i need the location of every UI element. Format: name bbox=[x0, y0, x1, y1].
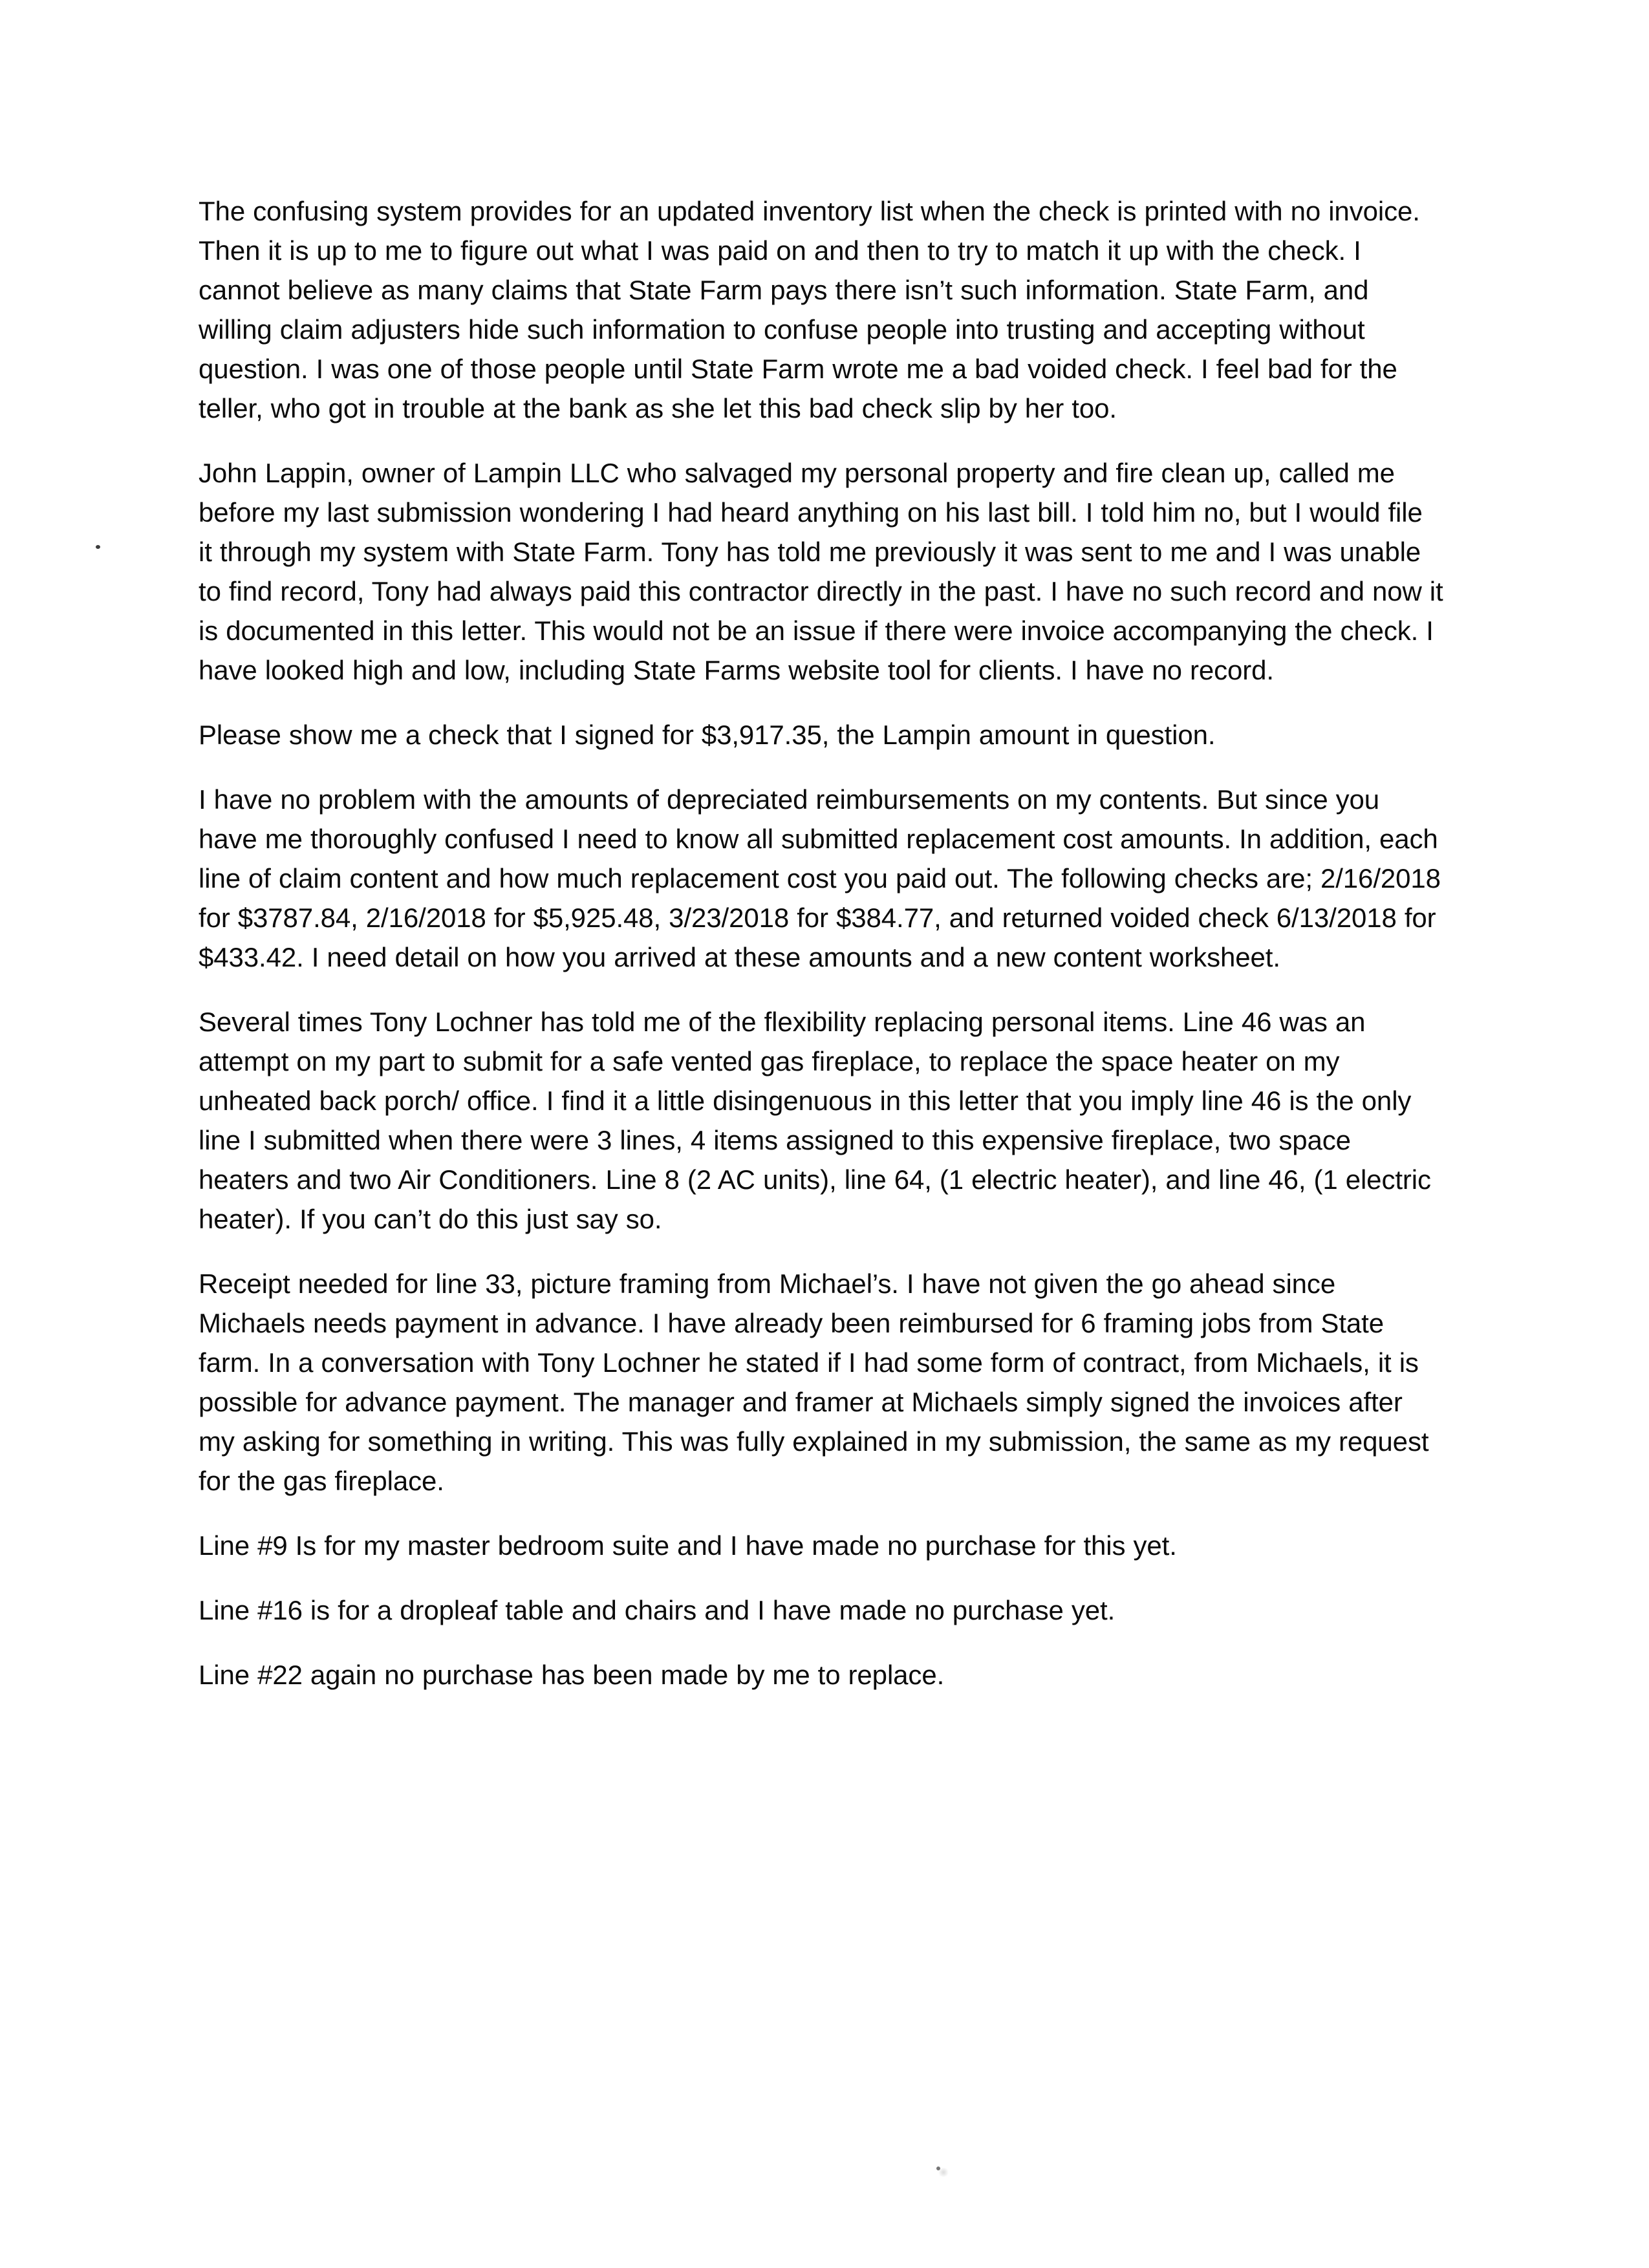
paragraph-4: I have no problem with the amounts of depreciated reimbursements on my contents. But since you have me thoroughly confused I need to know all submitted replacement cost amounts. In addition, each line of claim content and how much replacement cost you paid out. The following checks are; 2/16/2018 for $3787.84, 2/16/2018 for $5,925.48, 3/23/2018 for $384.77, and returned voided check 6/13/2018 for $433.42. I need detail on how you arrived at these amounts and a new content worksheet. bbox=[199, 784, 1441, 972]
paragraph-1: The confusing system provides for an updated inventory list when the check is printed with no invoice. Then it is up to me to figure out what I was paid on and then to try to match it up with the check. I cannot believe as many claims that State Farm pays there isn’t such information. State Farm, and willing claim adjusters hide such information to confuse people into trusting and accepting without question. I was one of those people until State Farm wrote me a bad voided check. I feel bad for the teller, who got in trouble at the bank as she let this bad check slip by her too. bbox=[199, 196, 1420, 423]
paragraph-8: Line #16 is for a dropleaf table and chairs and I have made no purchase yet. bbox=[199, 1595, 1116, 1625]
paragraph-9: Line #22 again no purchase has been made by me to replace. bbox=[199, 1660, 945, 1690]
scan-speck-left-margin bbox=[96, 545, 100, 549]
paragraph-3: Please show me a check that I signed for $3,917.35, the Lampin amount in question. bbox=[199, 720, 1216, 750]
paragraph-6: Receipt needed for line 33, picture framing from Michael’s. I have not given the go ahead since Michaels needs payment in advance. I have already been reimbursed for 6 framing jobs from State farm. In a conversation with Tony Lochner he stated if I had some form of contract, from Michaels, it is possible for advance payment. The manager and framer at Michaels simply signed the invoices after my asking for something in writing. This was fully explained in my submission, the same as my request for the gas fireplace. bbox=[199, 1268, 1429, 1496]
paragraph-7: Line #9 Is for my master bedroom suite and I have made no purchase for this yet. bbox=[199, 1530, 1177, 1561]
scan-speck-bottom bbox=[936, 2166, 940, 2170]
paragraph-5: Several times Tony Lochner has told me of the flexibility replacing personal items. Line 46 was an attempt on my part to submit for a safe vented gas fireplace, to replace the space heater on my unheated back porch/ office. I find it a little disingenuous in this letter that you imply line 46 is the only line I submitted when there were 3 lines, 4 items assigned to this expensive fireplace, two space heaters and two Air Conditioners. Line 8 (2 AC units), line 64, (1 electric heater), and line 46, (1 electric heater). If you can’t do this just say so. bbox=[199, 1007, 1431, 1234]
letter-body bbox=[199, 191, 1443, 1695]
paragraph-2: John Lappin, owner of Lampin LLC who salvaged my personal property and fire clean up, called me before my last submission wondering I had heard anything on his last bill. I told him no, but I would file it through my system with State Farm. Tony has told me previously it was sent to me and I was unable to find record, Tony had always paid this contractor directly in the past. I have no such record and now it is documented in this letter. This would not be an issue if there were invoice accompanying the check. I have looked high and low, including State Farms website tool for clients. I have no record. bbox=[199, 458, 1443, 685]
